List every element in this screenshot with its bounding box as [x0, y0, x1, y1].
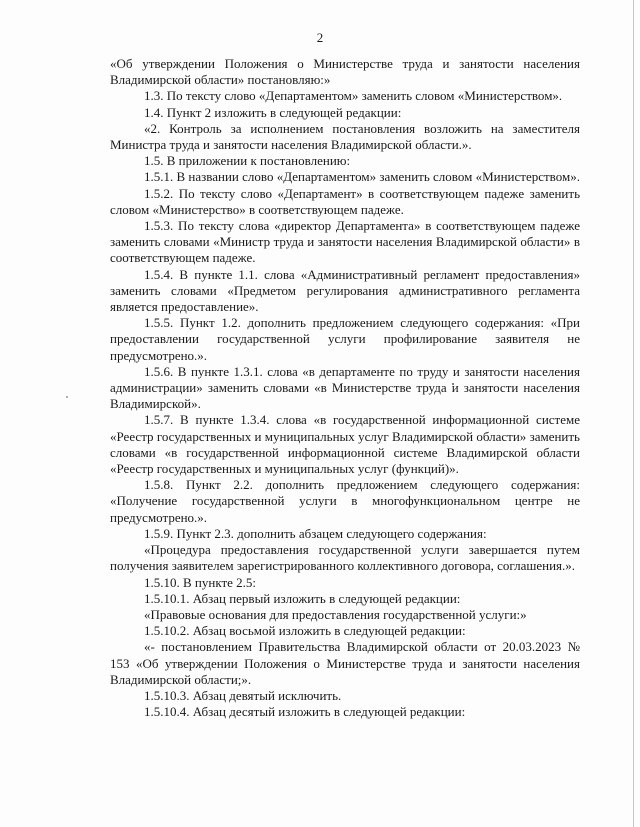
paragraph: 1.5.10. В пункте 2.5: — [144, 574, 257, 590]
paragraph: 1.5.10.4. Абзац десятый изложить в следующей редакции: — [144, 704, 466, 720]
paragraph: 1.5.3. По тексту слова «директор Департамента» в соответствующем падеже заменить словами «Министр труда и занятости населения Владимирской области» в соответствующем падеже. — [110, 218, 580, 266]
paragraph: 1.5.10.2. Абзац восьмой изложить в следующей редакции: — [144, 623, 466, 639]
paragraph: 1.5.8. Пункт 2.2. дополнить предложением следующего содержания: «Получение государственной услуги в многофункциональном центре не предусмотрено.». — [110, 477, 580, 525]
paragraph: 1.5.4. В пункте 1.1. слова «Административный регламент предоставления» заменить словами «Предметом регулирования административного регламента является предоставление». — [110, 266, 580, 315]
page-number: 2 — [316, 30, 324, 45]
paragraph: 1.5.7. В пункте 1.3.4. слова «в государственной информационной системе «Реестр государственных и муниципальных услуг Владимирской области» заменить словами «в государственной информационной системе Владимирской области «Реестр государственных и муниципальных услуг (функций)». — [110, 412, 580, 477]
paragraph: «2. Контроль за исполнением постановления возложить на заместителя Министра труда и занятости населения Владимирской области.». — [110, 120, 580, 153]
document-body — [110, 56, 580, 720]
paragraph: «Правовые основания для предоставления государственной услуги:» — [144, 606, 527, 622]
paragraph: 1.5.5. Пункт 1.2. дополнить предложением следующего содержания: «При предоставлении государственной услуги профилирование заявителя не предусмотрено.». — [110, 315, 580, 363]
scan-speck — [66, 396, 68, 398]
paragraph: 1.4. Пункт 2 изложить в следующей редакции: — [144, 104, 402, 120]
paragraph: «Процедура предоставления государственной услуги завершается путем получения заявителем зарегистрированного коллективного договора, соглашения.». — [110, 542, 580, 574]
paragraph: 1.5.1. В названии слово «Департаментом» заменить словом «Министерством». — [144, 169, 580, 185]
paragraph: «- постановлением Правительства Владимирской области от 20.03.2023 № 153 «Об утверждении Положения о Министерстве труда и занятости населения Владимирской области;». — [110, 639, 580, 687]
paragraph: 1.5.9. Пункт 2.3. дополнить абзацем следующего содержания: — [144, 525, 487, 541]
paragraph: 1.5.10.3. Абзац девятый исключить. — [144, 687, 342, 703]
paragraph: 1.5.6. В пункте 1.3.1. слова «в департаменте по труду и занятости населения администрации» заменить словами «в Министерстве труда и занятости населения Владимирской». — [110, 363, 580, 412]
paragraph: 1.5.10.1. Абзац первый изложить в следующей редакции: — [144, 590, 461, 606]
scan-edge-line — [633, 0, 634, 827]
paragraph: «Об утверждении Положения о Министерстве труда и занятости населения Владимирской области» постановляю:» — [110, 56, 580, 88]
paragraph: 1.5. В приложении к постановлению: — [144, 153, 351, 169]
paragraph: 1.5.2. По тексту слово «Департамент» в соответствующем падеже заменить словом «Министерство» в соответствующем падеже. — [110, 185, 580, 217]
paragraph: 1.3. По тексту слово «Департаментом» заменить словом «Министерством». — [144, 88, 563, 104]
